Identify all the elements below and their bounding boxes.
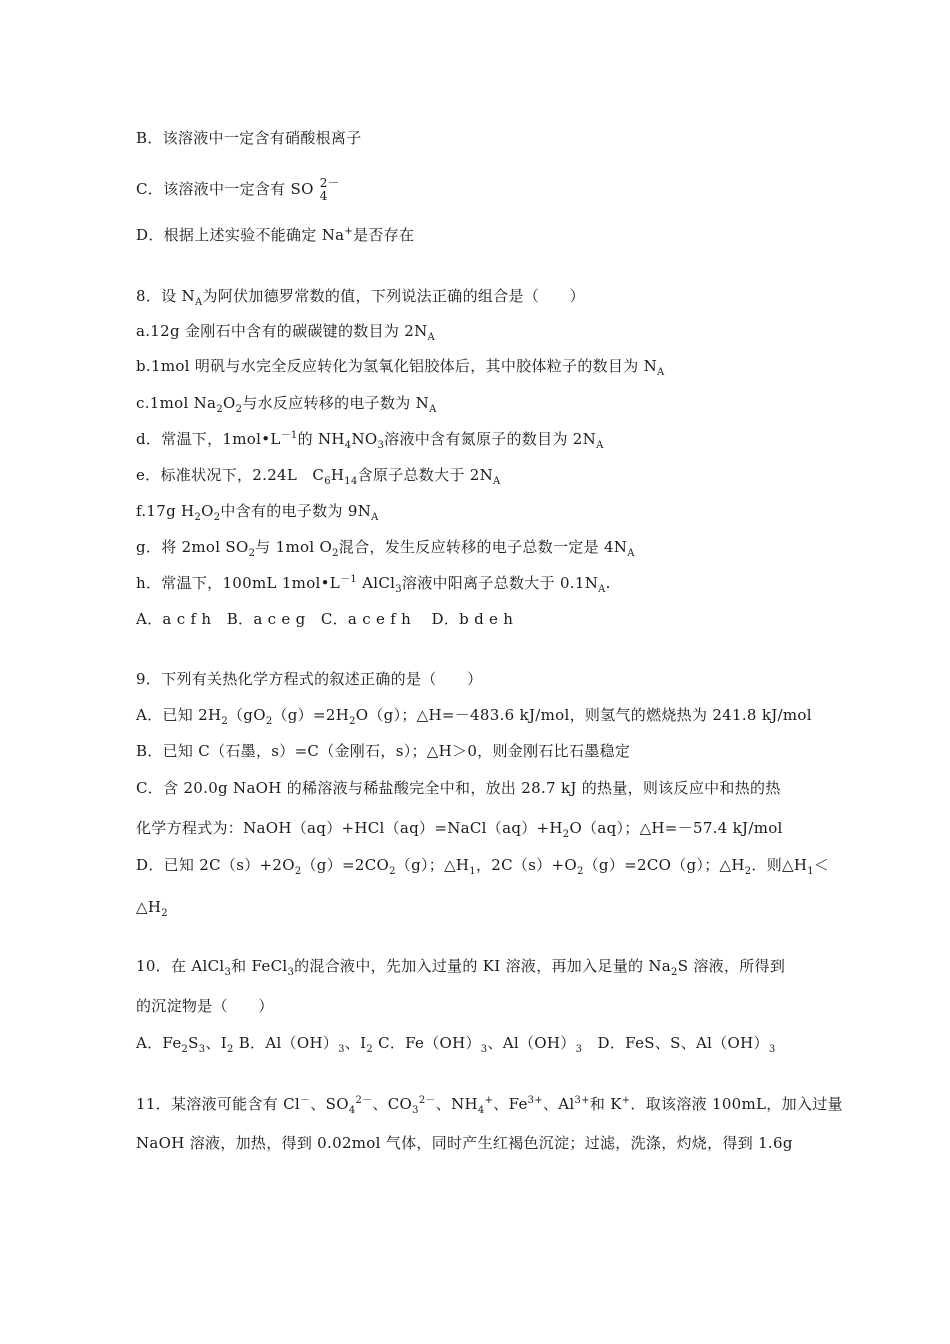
text-segment: 溶液中含有氮原子的数目为 2N bbox=[384, 430, 597, 448]
superscript: 3+ bbox=[527, 1095, 543, 1106]
text-segment: NO bbox=[351, 430, 378, 448]
text-segment: 、I bbox=[344, 1034, 367, 1052]
text-segment: 10．在 AlCl bbox=[136, 957, 225, 975]
q9-option-c-line2 bbox=[136, 818, 783, 838]
subscript: A bbox=[627, 548, 635, 559]
q8-item-e bbox=[136, 465, 501, 485]
q9-option-a bbox=[136, 705, 812, 725]
q7-option-b: B．该溶液中一定含有硝酸根离子 bbox=[136, 129, 362, 147]
superscript: + bbox=[621, 1095, 631, 1106]
subscript: 2 bbox=[389, 866, 396, 877]
sulfate-ion-notation bbox=[320, 177, 340, 203]
subscript: 2 bbox=[671, 967, 678, 978]
q9-option-c-line1: C．含 20.0g NaOH 的稀溶液与稀盐酸完全中和，放出 28.7 kJ 的热量，则该反应中和热的热 bbox=[136, 779, 781, 797]
subscript: 2 bbox=[213, 512, 221, 523]
q8-item-b bbox=[136, 356, 665, 376]
q8-item-d bbox=[136, 429, 604, 449]
text-segment: ．取该溶液 100mL，加入过量 bbox=[630, 1095, 843, 1113]
text-segment: 溶液中阳离子总数大于 0.1N bbox=[401, 574, 599, 592]
subscript: 1 bbox=[807, 866, 814, 877]
text-segment: a.12g 金刚石中含有的碳碳键的数目为 2N bbox=[136, 322, 428, 340]
text-segment: △H bbox=[136, 898, 162, 916]
q11-stem-line2: NaOH 溶液，加热，得到 0.02mol 气体，同时产生红褐色沉淀；过滤，洗涤，灼烧，得到 1.6g bbox=[136, 1134, 793, 1152]
q8-options: A．a c f h B．a c e g C．a c e f h D．b d e h bbox=[136, 610, 514, 628]
q11-stem-line1 bbox=[136, 1094, 843, 1114]
subscript: 2 bbox=[221, 716, 228, 727]
text-segment: 的混合液中，先加入过量的 KI 溶液，再加入足量的 Na bbox=[294, 957, 672, 975]
text-segment: O（g）；△H=－483.6 kJ/mol，则氢气的燃烧热为 241.8 kJ/mol bbox=[355, 706, 812, 724]
text-segment: （g）=2H bbox=[272, 706, 350, 724]
text-segment: C．该溶液中一定含有 SO bbox=[136, 180, 314, 198]
subscript: 3 bbox=[338, 1044, 345, 1055]
subscript: 3 bbox=[480, 1044, 488, 1055]
text-segment: （g）=2CO（g）；△H bbox=[583, 856, 745, 874]
subscript: 4 bbox=[477, 1105, 485, 1116]
text-segment: g．将 2mol SO bbox=[136, 538, 249, 556]
text-segment: c.1mol Na bbox=[136, 394, 217, 412]
subscript: 14 bbox=[344, 476, 358, 487]
superscript: + bbox=[484, 1095, 494, 1106]
subscript: 2 bbox=[235, 404, 243, 415]
text-segment: 混合，发生反应转移的电子总数一定是 4N bbox=[338, 538, 628, 556]
text-segment: 、Al bbox=[542, 1095, 575, 1113]
superscript: －1 bbox=[340, 574, 358, 585]
q8-item-a bbox=[136, 321, 435, 341]
subscript: 3 bbox=[224, 967, 232, 978]
text-segment: b.1mol 明矾与水完全反应转化为氢氧化铝胶体后，其中胶体粒子的数目为 N bbox=[136, 357, 658, 375]
text-segment: ，2C（s）+O bbox=[475, 856, 577, 874]
text-segment: 2－ bbox=[319, 176, 340, 190]
text-segment: 、I bbox=[205, 1034, 227, 1052]
subscript: 3 bbox=[575, 1044, 583, 1055]
q9-option-d-line1 bbox=[136, 855, 829, 875]
superscript: 2－ bbox=[418, 1095, 436, 1106]
subscript: 6 bbox=[324, 476, 331, 487]
q9-option-d-line2 bbox=[136, 897, 168, 917]
text-segment: B．Al（OH） bbox=[233, 1034, 339, 1052]
text-segment: O（aq）；△H=－57.4 kJ/mol bbox=[569, 819, 783, 837]
text-segment: . bbox=[605, 574, 611, 592]
text-segment: （g）=2CO bbox=[301, 856, 390, 874]
text-segment: A．Fe bbox=[136, 1034, 182, 1052]
text-segment: ＜ bbox=[813, 856, 830, 874]
text-segment: ．则△H bbox=[751, 856, 808, 874]
text-segment: 为阿伏加德罗常数的值，下列说法正确的组合是（ ） bbox=[202, 287, 585, 305]
subscript: A bbox=[429, 404, 437, 415]
text-segment: S bbox=[188, 1034, 199, 1052]
subscript: 3 bbox=[198, 1044, 206, 1055]
q8-stem bbox=[136, 286, 585, 306]
subscript: 3 bbox=[377, 440, 385, 451]
subscript: 2 bbox=[349, 716, 356, 727]
subscript: 2 bbox=[248, 548, 256, 559]
text-segment: 与水反应转移的电子数为 N bbox=[242, 394, 430, 412]
text-segment: O bbox=[222, 394, 236, 412]
text-segment: 、CO bbox=[372, 1095, 413, 1113]
subscript: A bbox=[427, 332, 436, 343]
text-segment: 和 K bbox=[589, 1095, 622, 1113]
q10-stem-line2: 的沉淀物是（ ） bbox=[136, 997, 274, 1015]
text-segment: 化学方程式为：NaOH（aq）+HCl（aq）=NaCl（aq）+H bbox=[136, 819, 563, 837]
text-segment: （gO bbox=[228, 706, 266, 724]
text-segment: 的 NH bbox=[297, 430, 345, 448]
subscript: 2 bbox=[562, 829, 570, 840]
text-segment: 8．设 N bbox=[136, 287, 195, 305]
superscript: 3+ bbox=[574, 1095, 590, 1106]
q8-item-f bbox=[136, 501, 379, 521]
text-segment: f.17g H bbox=[136, 502, 195, 520]
subscript: 2 bbox=[265, 716, 273, 727]
subscript: A bbox=[657, 367, 665, 378]
text-segment: h．常温下，100mL 1mol•L bbox=[136, 574, 341, 592]
text-segment: （g）；△H bbox=[395, 856, 470, 874]
q10-options bbox=[136, 1033, 775, 1053]
text-segment: 、SO bbox=[310, 1095, 349, 1113]
subscript: 3 bbox=[395, 584, 402, 595]
text-segment: 、Fe bbox=[493, 1095, 528, 1113]
text-segment: 含原子总数大于 2N bbox=[357, 466, 494, 484]
text-segment: A．已知 2H bbox=[136, 706, 222, 724]
subscript: A bbox=[371, 512, 379, 523]
subscript: 3 bbox=[412, 1105, 419, 1116]
subscript: 1 bbox=[469, 866, 476, 877]
subscript: 2 bbox=[576, 866, 584, 877]
q8-item-g bbox=[136, 537, 635, 557]
q8-item-h bbox=[136, 573, 611, 593]
subscript: 2 bbox=[194, 512, 202, 523]
text-segment: O bbox=[201, 502, 214, 520]
subscript: 4 bbox=[348, 1105, 356, 1116]
subscript: 2 bbox=[744, 866, 752, 877]
text-segment: D．根据上述实验不能确定 Na bbox=[136, 226, 345, 244]
q7-option-d bbox=[136, 225, 414, 245]
subscript: A bbox=[596, 440, 604, 451]
q10-stem-line1 bbox=[136, 956, 785, 976]
superscript: 2－ bbox=[355, 1095, 373, 1106]
text-segment: 与 1mol O bbox=[255, 538, 333, 556]
subscript: 4 bbox=[344, 440, 352, 451]
subscript: 2 bbox=[181, 1044, 189, 1055]
subscript: 2 bbox=[226, 1044, 234, 1055]
q7-option-c bbox=[136, 177, 340, 203]
superscript: + bbox=[344, 226, 354, 237]
q8-item-c bbox=[136, 393, 437, 413]
text-segment: 、Al（OH） bbox=[487, 1034, 576, 1052]
text-segment: 中含有的电子数为 9N bbox=[220, 502, 372, 520]
text-segment: C．Fe（OH） bbox=[373, 1034, 481, 1052]
text-segment: 是否存在 bbox=[353, 226, 415, 244]
subscript: A bbox=[493, 476, 501, 487]
text-segment: D．已知 2C（s）+2O bbox=[136, 856, 295, 874]
text-segment: 、NH bbox=[435, 1095, 478, 1113]
superscript: －1 bbox=[280, 430, 298, 441]
subscript: 2 bbox=[332, 548, 339, 559]
subscript: 2 bbox=[366, 1044, 373, 1055]
subscript: 2 bbox=[294, 866, 302, 877]
q9-stem: 9．下列有关热化学方程式的叙述正确的是（ ） bbox=[136, 670, 483, 688]
subscript: 2 bbox=[161, 908, 168, 919]
subscript: 3 bbox=[287, 967, 295, 978]
text-segment: 4 bbox=[319, 189, 328, 203]
subscript: A bbox=[194, 297, 203, 308]
text-segment: D．FeS、S、Al（OH） bbox=[582, 1034, 769, 1052]
subscript: 3 bbox=[768, 1044, 776, 1055]
text-segment: H bbox=[330, 466, 345, 484]
text-segment: AlCl bbox=[357, 574, 396, 592]
subscript: A bbox=[598, 584, 606, 595]
subscript: 2 bbox=[216, 404, 223, 415]
text-segment: S 溶液，所得到 bbox=[677, 957, 786, 975]
text-segment: e．标准状况下，2.24L C bbox=[136, 466, 325, 484]
text-segment: d．常温下，1mol•L bbox=[136, 430, 281, 448]
text-segment: 11．某溶液可能含有 Cl bbox=[136, 1095, 301, 1113]
text-segment: 和 FeCl bbox=[231, 957, 288, 975]
q9-option-b: B．已知 C（石墨，s）=C（金刚石，s）；△H＞0，则金刚石比石墨稳定 bbox=[136, 742, 631, 760]
superscript: － bbox=[300, 1095, 311, 1106]
